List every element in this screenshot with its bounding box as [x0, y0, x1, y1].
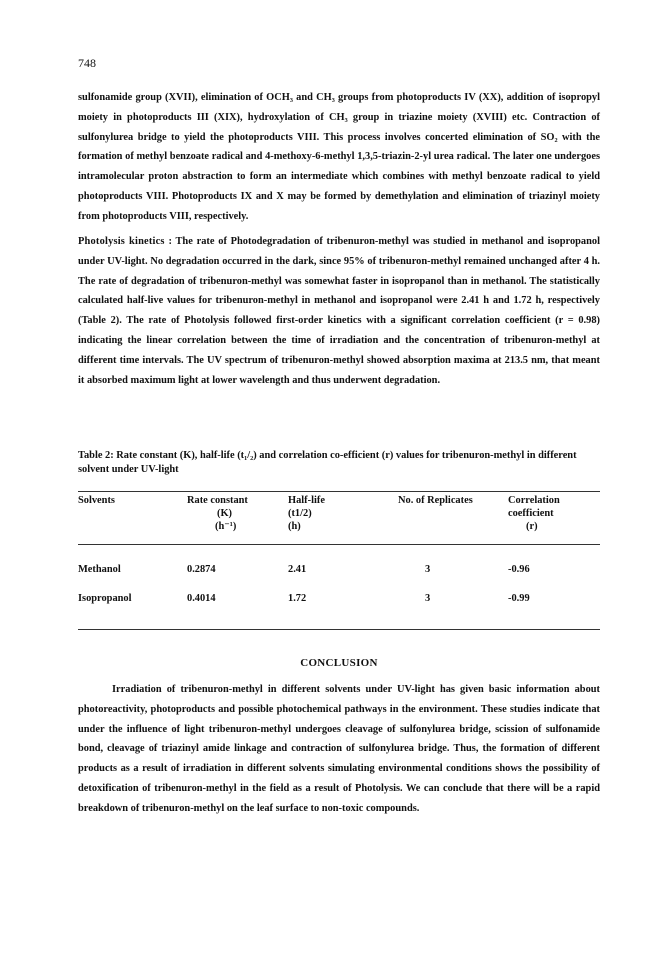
table-row-isopropanol-solvent: Isopropanol	[78, 593, 132, 604]
header-replicates: No. of Replicates	[398, 495, 473, 506]
header-rate-constant: Rate constant	[187, 495, 248, 506]
table-header-rule	[78, 544, 600, 545]
table-row-methanol-half-life: 2.41	[288, 564, 307, 575]
page-number: 748	[78, 56, 96, 70]
table-row-isopropanol-r: -0.99	[508, 593, 530, 604]
table-row-methanol-k: 0.2874	[187, 564, 216, 575]
table-bottom-rule	[78, 629, 600, 630]
conclusion-heading: CONCLUSION	[300, 657, 378, 669]
paragraph-photolysis-kinetics	[78, 232, 600, 390]
section-heading-photolysis-kinetics: Photolysis kinetics	[78, 236, 165, 247]
paragraph-photoproducts: sulfonamide group (XVII), elimination of OCH₃ and CH₃ groups from photoproducts IV (XX), addition of isopropyl moiety in photoproducts III (XIX), hydroxylation of CH₃ group in triazine moiety (XVIII) etc. Contraction of sulfonylurea bridge to yield the photoproducts VIII. This process involves concerted elimination of SO₂ with the formation of methyl benzoate radical and 4-methoxy-6-methyl 1,3,5-triazin-2-yl urea radical. The later one undergoes intramolecular proton abstraction to form an intermediate which combines with methyl benzoate radical to yield photoproducts VIII. Photoproducts IX and X may be formed by demethylation and elimination of triazinyl moiety from photoproducts VIII, respectively.	[78, 92, 600, 222]
table-row-isopropanol-replicates: 3	[425, 593, 431, 604]
header-half-life-unit: (h)	[288, 521, 301, 532]
header-correlation: Correlation	[508, 495, 560, 506]
header-rate-constant-unit: (h⁻¹)	[215, 521, 237, 532]
table-top-rule	[78, 491, 600, 492]
table-row-methanol-solvent: Methanol	[78, 564, 121, 575]
header-half-life-symbol: (t1/2)	[288, 508, 312, 519]
table-row-methanol-replicates: 3	[425, 564, 431, 575]
header-rate-constant-symbol: (K)	[217, 508, 233, 519]
paragraph-conclusion: Irradiation of tribenuron-methyl in different solvents under UV-light has given basic information about photoreactivity, photoproducts and possible photochemical pathways in the environment. These studies indicate that under the influence of light tribenuron-methyl undergoes cleavage of sulfonylurea bridge, scission of sulfonamide bond, cleavage of triazinyl amide linkage and contraction of sulfonylurea bridge. Thus, the formation of different products as a result of irradiation in different solvents simulating environmental conditions shows the possibility of detoxification of tribenuron-methyl in the field as a result of Photolysis. We can conclude that there will be a rapid breakdown of tribenuron-methyl on the leaf surface to non-toxic compounds.	[78, 684, 600, 814]
header-solvents: Solvents	[78, 495, 115, 506]
header-correlation-symbol: (r)	[526, 521, 538, 532]
header-correlation-coefficient: coefficient	[508, 508, 554, 519]
table-row-methanol-r: -0.96	[508, 564, 530, 575]
table-row-isopropanol-k: 0.4014	[187, 593, 216, 604]
table-row-isopropanol-half-life: 1.72	[288, 593, 307, 604]
header-half-life: Half-life	[288, 495, 325, 506]
table-caption: Table 2: Rate constant (K), half-life (t₁/₂) and correlation co-efficient (r) values for tribenuron-methyl in different solvent under UV-light	[78, 450, 577, 475]
paragraph-photolysis-kinetics-text: : The rate of Photodegradation of tribenuron-methyl was studied in methanol and isopropanol under UV-light. No degradation occurred in the dark, since 95% of tribenuron-methyl remained unchanged after 4 h. The rate of degradation of tribenuron-methyl was somewhat faster in isopropanol than in methanol. The statistically calculated half-live values for tribenuron-methyl in methanol and isopropanol were 2.41 h and 1.72 h, respectively (Table 2). The rate of Photolysis followed first-order kinetics with a significant correlation coefficient (r = 0.98) indicating the linear correlation between the time of irradiation and the concentration of tribenuron-methyl at different time intervals. The UV spectrum of tribenuron-methyl showed absorption maxima at 213.5 nm, that meant it absorbed maximum light at lower wavelength and thus underwent degradation.	[78, 236, 600, 386]
